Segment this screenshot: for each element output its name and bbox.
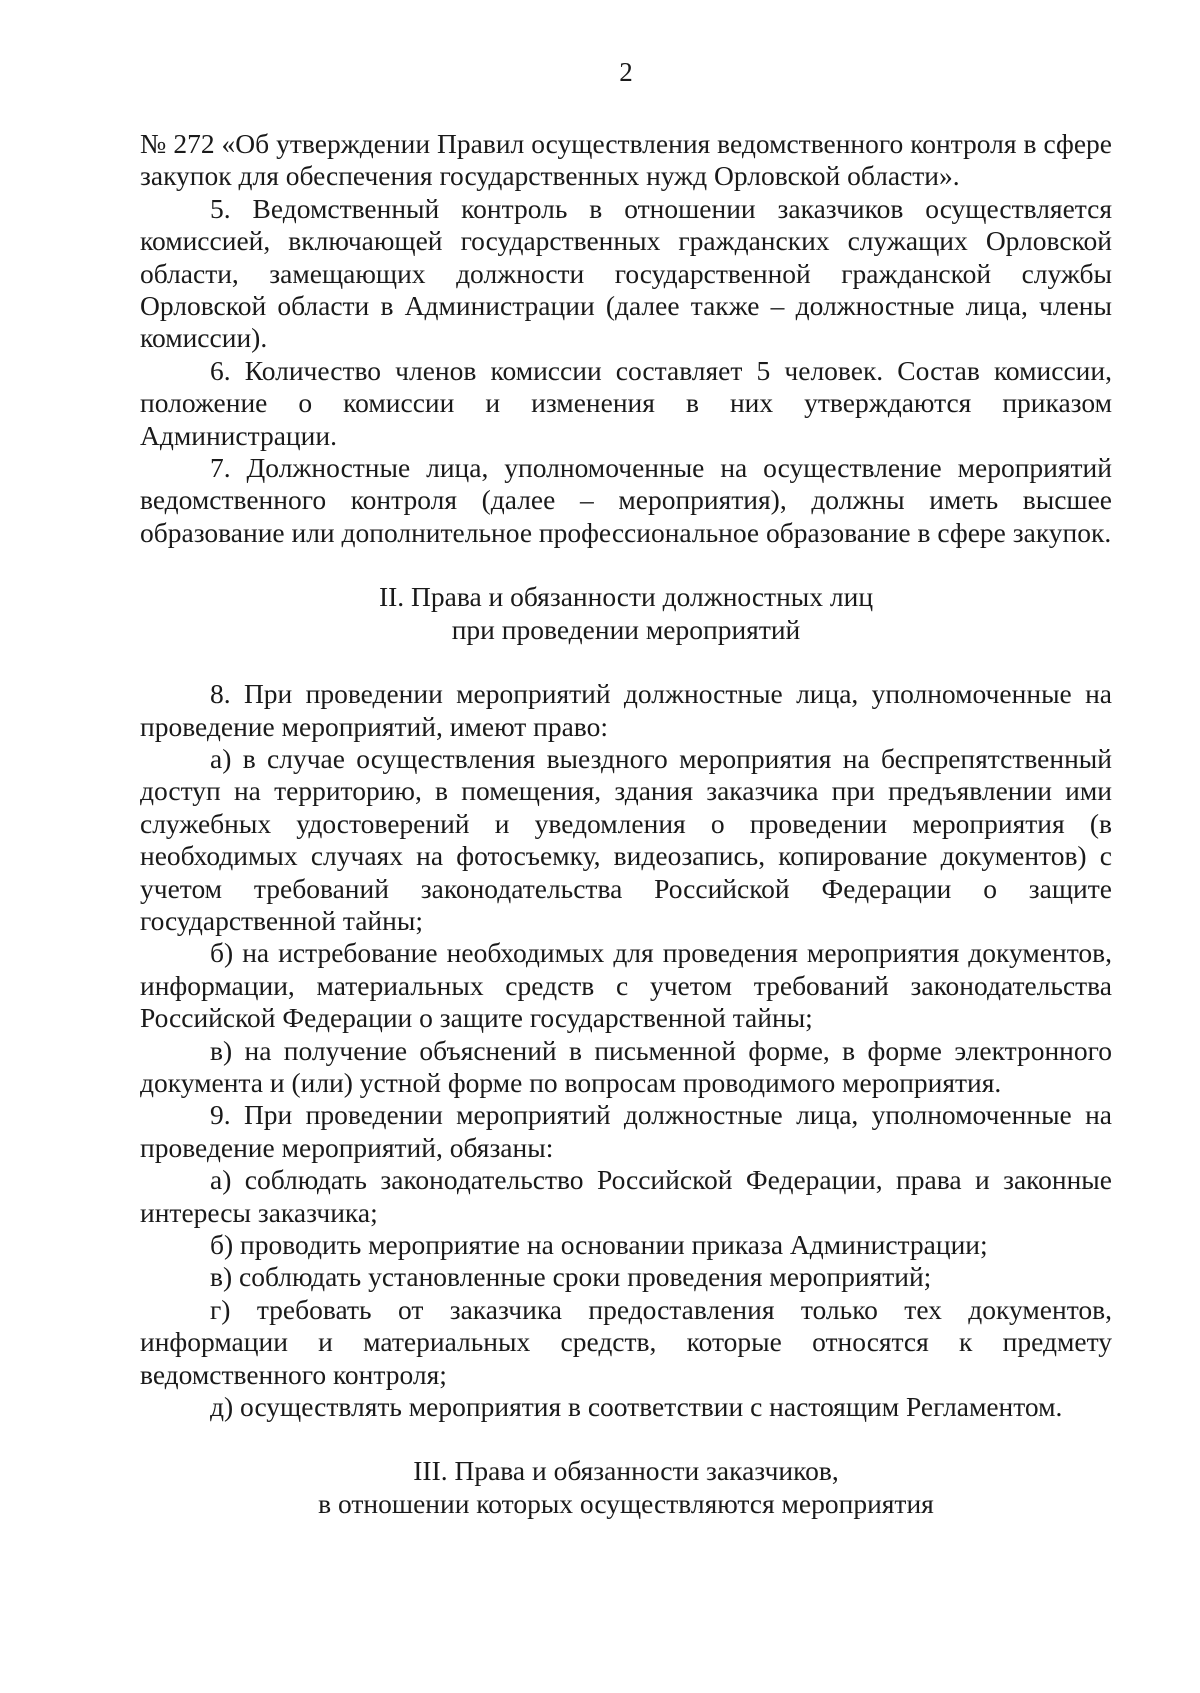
paragraph-9-v: в) соблюдать установленные сроки проведения мероприятий; (210, 1261, 932, 1293)
document-body (140, 128, 1112, 1520)
paragraph-continuation: № 272 «Об утверждении Правил осуществления ведомственного контроля в сфере закупок для обеспечения государственных нужд Орловской области». (140, 128, 1112, 192)
paragraph-7: 7. Должностные лица, уполномоченные на осуществление мероприятий ведомственного контроля (далее – мероприятия), должны иметь высшее образование или дополнительное профессиональное образование в сфере закупок. (140, 452, 1112, 548)
paragraph-8: 8. При проведении мероприятий должностные лица, уполномоченные на проведение мероприятий, имеют право: (140, 678, 1112, 742)
paragraph-8-a: а) в случае осуществления выездного мероприятия на беспрепятственный доступ на территорию, в помещения, здания заказчика при предъявлении ими служебных удостоверений и уведомления о проведении мероприятия (в необходимых случаях на фотосъемку, видеозапись, копирование документов) с учетом требований законодательства Российской Федерации о защите государственной тайны; (140, 742, 1112, 936)
section-2-heading-line-1: II. Права и обязанности должностных лиц (378, 581, 874, 613)
paragraph-9-d: д) осуществлять мероприятия в соответствии с настоящим Регламентом. (210, 1391, 1063, 1423)
section-3-heading (140, 1455, 1112, 1520)
section-3-heading-line-1: III. Права и обязанности заказчиков, (413, 1455, 839, 1487)
paragraph-9-b: б) проводить мероприятие на основании приказа Администрации; (210, 1229, 988, 1260)
page-number: 2 (619, 57, 633, 87)
paragraph-5: 5. Ведомственный контроль в отношении заказчиков осуществляется комиссией, включающей государственных гражданских служащих Орловской области, замещающих должности государственной гражданской службы Орловской области в Администрации (далее также – должностные лица, члены комиссии). (140, 192, 1112, 354)
paragraph-9: 9. При проведении мероприятий должностные лица, уполномоченные на проведение мероприятий, обязаны: (140, 1099, 1112, 1163)
section-2-heading-line-2: при проведении мероприятий (451, 613, 801, 645)
paragraph-8-v: в) на получение объяснений в письменной форме, в форме электронного документа и (или) устной форме по вопросам проводимого мероприятия. (140, 1034, 1112, 1098)
paragraph-8-b: б) на истребование необходимых для проведения мероприятия документов, информации, материальных средств с учетом требований законодательства Российской Федерации о защите государственной тайны; (140, 937, 1112, 1034)
paragraph-9-g: г) требовать от заказчика предоставления только тех документов, информации и материальных средств, которые относятся к предмету ведомственного контроля; (140, 1293, 1112, 1390)
section-2-heading (140, 581, 1112, 646)
section-3-heading-line-2: в отношении которых осуществляются мероприятия (318, 1487, 934, 1519)
paragraph-6: 6. Количество членов комиссии составляет 5 человек. Состав комиссии, положение о комиссии и изменения в них утверждаются приказом Администрации. (140, 354, 1112, 451)
paragraph-9-a: а) соблюдать законодательство Российской Федерации, права и законные интересы заказчика; (140, 1164, 1112, 1228)
